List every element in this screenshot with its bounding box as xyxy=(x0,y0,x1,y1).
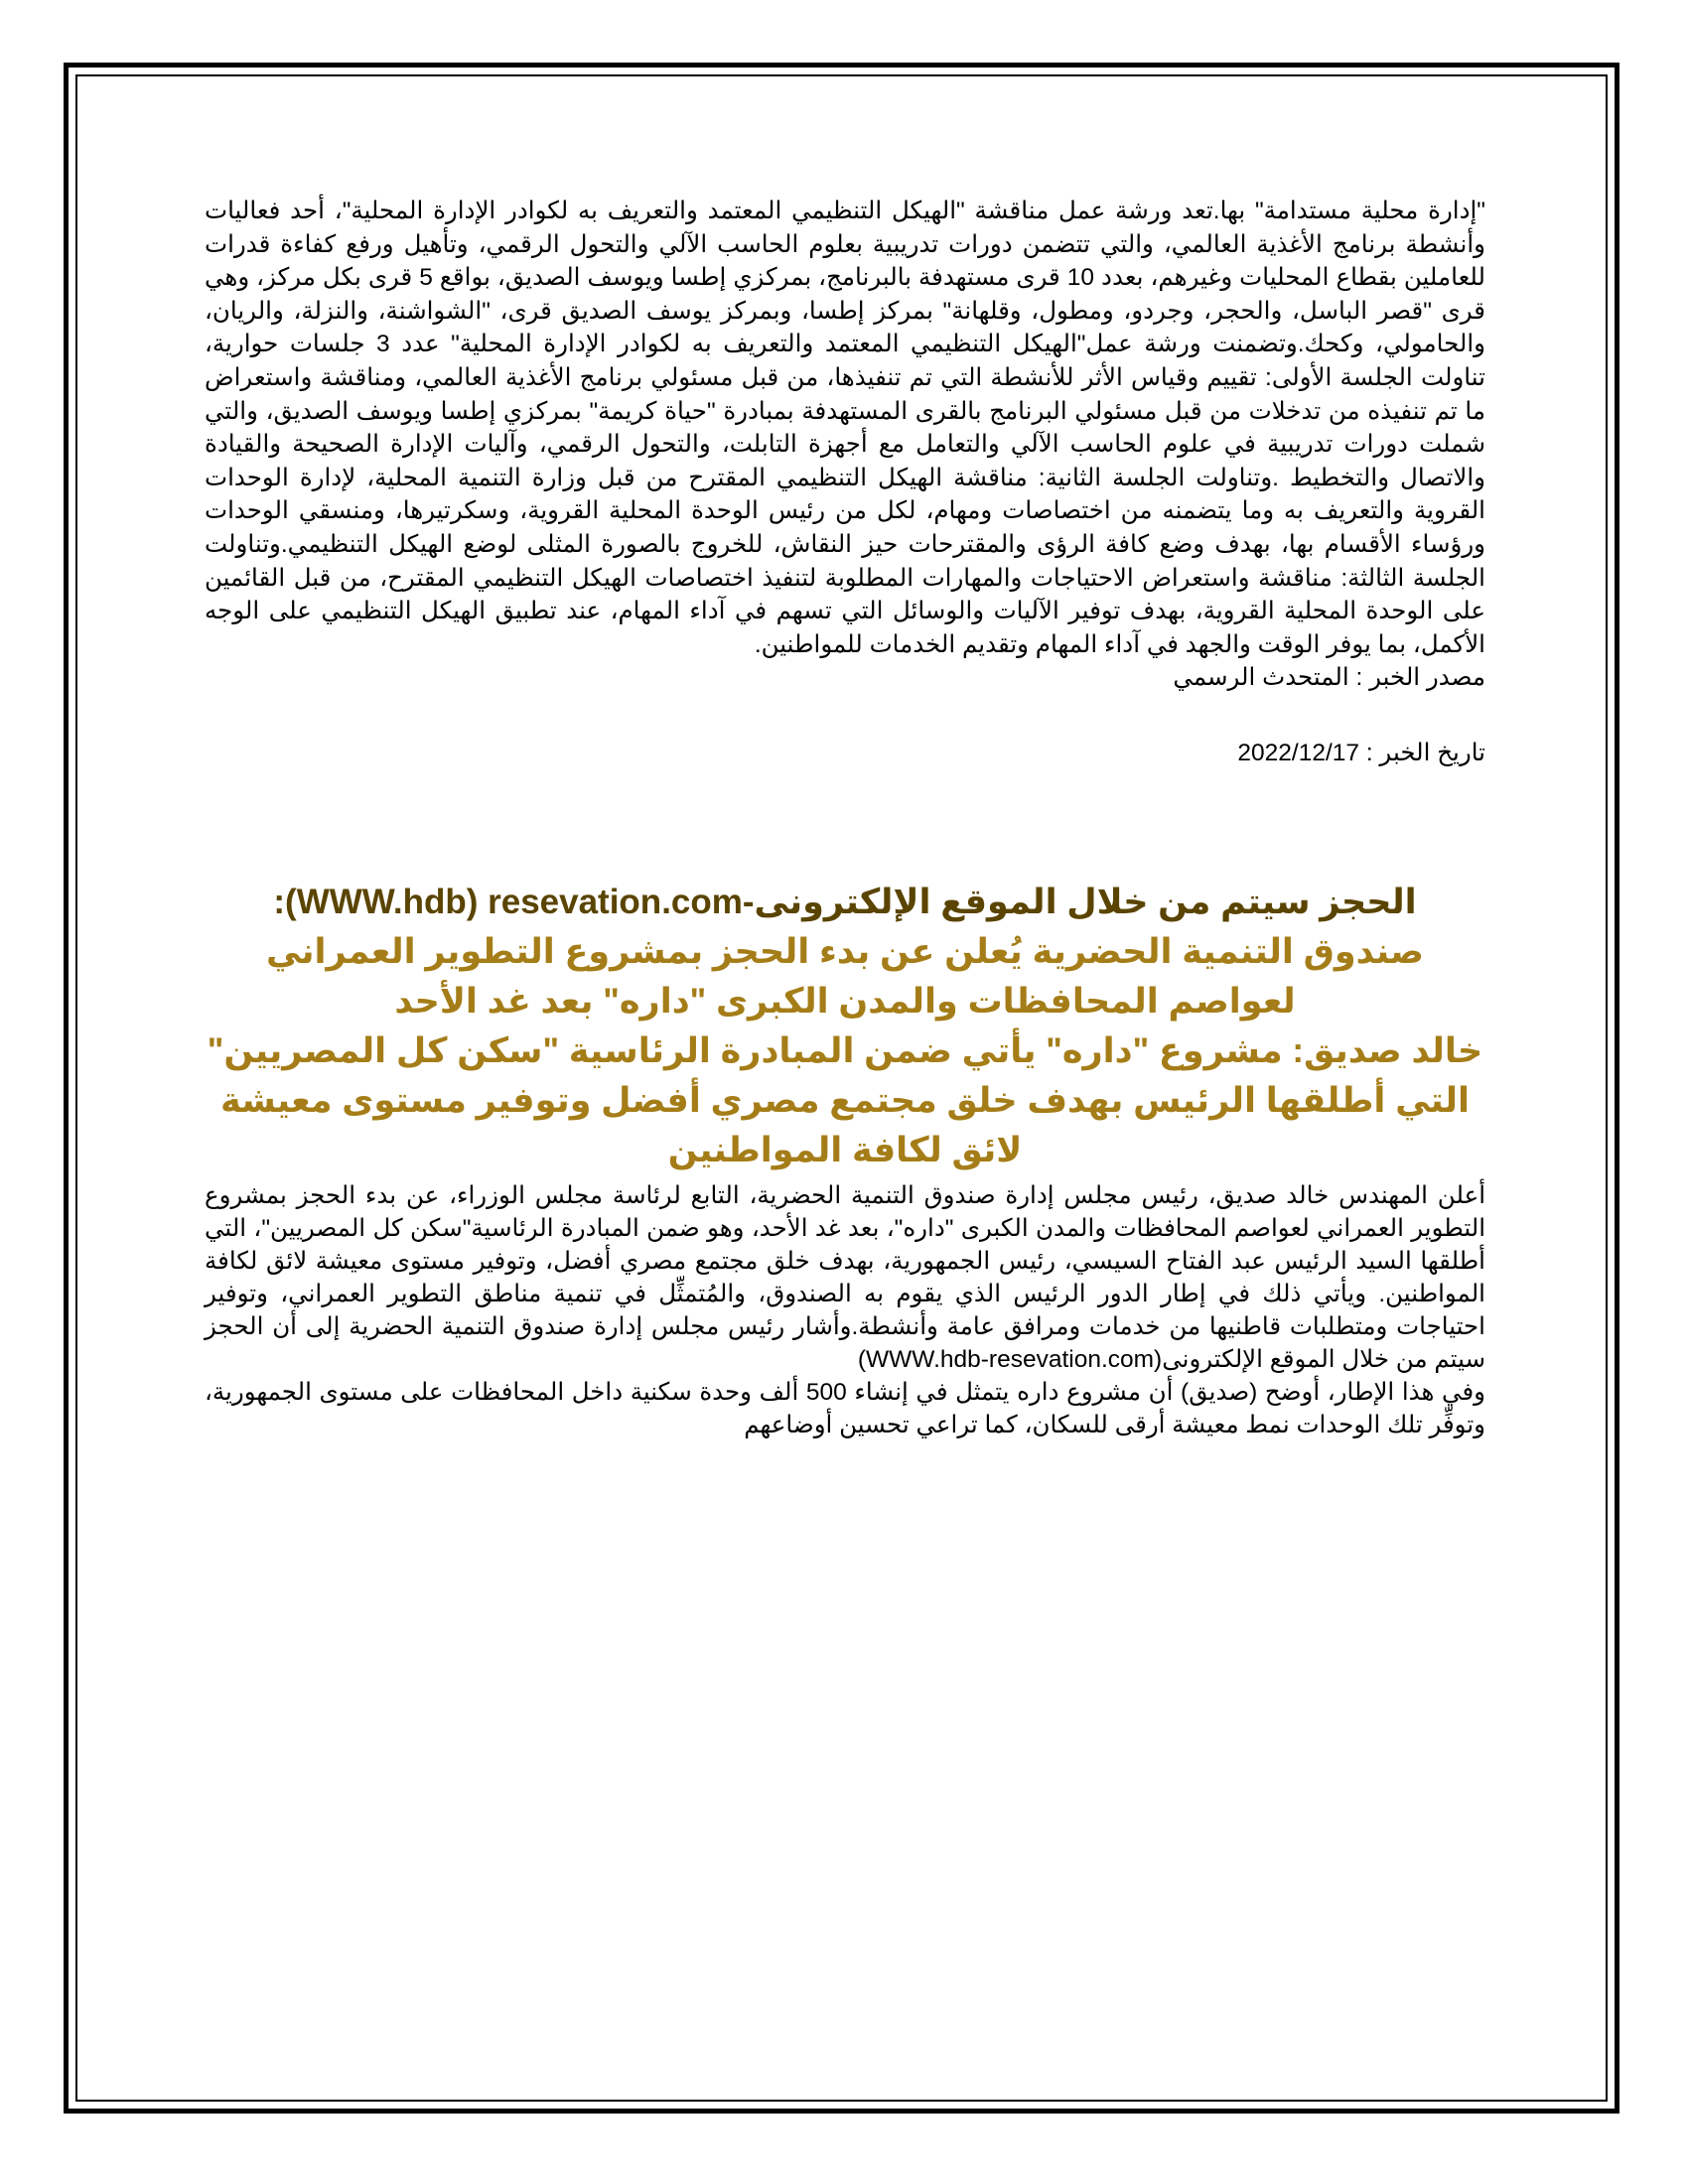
news-date: تاريخ الخبر : 2022/12/17 xyxy=(1237,739,1485,766)
article-dara-project xyxy=(205,878,1485,1441)
article2-paragraph-2: وفي هذا الإطار، أوضح (صديق) أن مشروع داره يتمثل في إنشاء 500 ألف وحدة سكنية داخل المحافظات على مستوى الجمهورية، وتوفِّر تلك الوحدات نمط معيشة أرقى للسكان، كما تراعي تحسين أوضاعهم xyxy=(205,1378,1485,1438)
headline-main: صندوق التنمية الحضرية يُعلن عن بدء الحجز بمشروع التطوير العمراني لعواصم المحافظات والمدن الكبرى "داره" بعد غد الأحد xyxy=(266,931,1424,1021)
article-local-administration xyxy=(205,195,1485,770)
headline-sub: خالد صديق: مشروع "داره" يأتي ضمن المبادرة الرئاسية "سكن كل المصريين" التي أطلقها الرئيس بهدف خلق مجتمع مصري أفضل وتوفير مستوى معيشة لائق لكافة المواطنين xyxy=(207,1030,1483,1169)
article2-body xyxy=(205,1179,1485,1441)
headline-booking-website: الحجز سيتم من خلال الموقع الإلكترونى-WWW.hdb) resevation.com): xyxy=(273,882,1417,921)
article1-paragraph: "إدارة محلية مستدامة" بها.تعد ورشة عمل مناقشة "الهيكل التنظيمي المعتمد والتعريف به لكوادر الإدارة المحلية"، أحد فعاليات وأنشطة برنامج الأغذية العالمي، والتي تتضمن دورات تدريبية بعلوم الحاسب الآلي والتحول الرقمي، وتأهيل ورفع كفاءة قدرات للعاملين بقطاع المحليات وغيرهم، بعدد 10 قرى مستهدفة بالبرنامج، بمركزي إطسا ويوسف الصديق، بواقع 5 قرى بكل مركز، وهي قرى "قصر الباسل، والحجر، وجردو، ومطول، وقلهانة" بمركز إطسا، وبمركز يوسف الصديق قرى، "الشواشنة، والنزلة، والريان، والحامولي، وكحك.وتضمنت ورشة عمل"الهيكل التنظيمي المعتمد والتعريف به لكوادر الإدارة المحلية" عدد 3 جلسات حوارية، تناولت الجلسة الأولى: تقييم وقياس الأثر للأنشطة التي تم تنفيذها، من قبل مسئولي برنامج الأغذية العالمي، ومناقشة واستعراض ما تم تنفيذه من تدخلات من قبل مسئولي البرنامج بالقرى المستهدفة بمبادرة "حياة كريمة" بمركزي إطسا ويوسف الصديق، والتي شملت دورات تدريبية في علوم الحاسب الآلي والتعامل مع أجهزة التابلت، والتحول الرقمي، وآليات الإدارة الصحيحة والقيادة والاتصال والتخطيط .وتناولت الجلسة الثانية: مناقشة الهيكل التنظيمي المقترح من قبل وزارة التنمية المحلية، لإدارة الوحدات القروية والتعريف به وما يتضمنه من اختصاصات ومهام، لكل من رئيس الوحدة المحلية القروية، وسكرتيرها، ومنسقي الوحدات ورؤساء الأقسام بها، بهدف وضع كافة الرؤى والمقترحات حيز النقاش، للخروج بالصورة المثلى لوضع الهيكل التنظيمي.وتناولت الجلسة الثالثة: مناقشة واستعراض الاحتياجات والمهارات المطلوبة لتنفيذ اختصاصات الهيكل التنظيمي المقترح، من قبل القائمين على الوحدة المحلية القروية، بهدف توفير الآليات والوسائل التي تسهم في آداء المهام، عند تطبيق الهيكل التنظيمي على الوجه الأكمل، بما يوفر الوقت والجهد في آداء المهام وتقديم الخدمات للمواطنين. xyxy=(205,198,1486,658)
document-body xyxy=(205,195,1485,1441)
headline-group xyxy=(205,878,1485,1175)
news-source: مصدر الخبر : المتحدث الرسمي xyxy=(1173,664,1485,692)
article2-paragraph-1: أعلن المهندس خالد صديق، رئيس مجلس إدارة صندوق التنمية الحضرية، التابع لرئاسة مجلس الوزراء، عن بدء الحجز بمشروع التطوير العمراني لعواصم المحافظات والمدن الكبرى "داره"، بعد غد الأحد، وهو ضمن المبادرة الرئاسية"سكن كل المصريين"، التي أطلقها السيد الرئيس عبد الفتاح السيسي، رئيس الجمهورية، بهدف خلق مجتمع مصري أفضل، وتوفير مستوى معيشة لائق لكافة المواطنين. ويأتي ذلك في إطار الدور الرئيس الذي يقوم به الصندوق، والمُتمثِّل في تنمية مناطق التطوير العمراني، وتوفير احتياجات ومتطلبات قاطنيها من خدمات ومرافق عامة وأنشطة.وأشار رئيس مجلس إدارة صندوق التنمية الحضرية إلى أن الحجز سيتم من خلال الموقع الإلكترونى(WWW.hdb-resevation.com) xyxy=(205,1181,1485,1373)
